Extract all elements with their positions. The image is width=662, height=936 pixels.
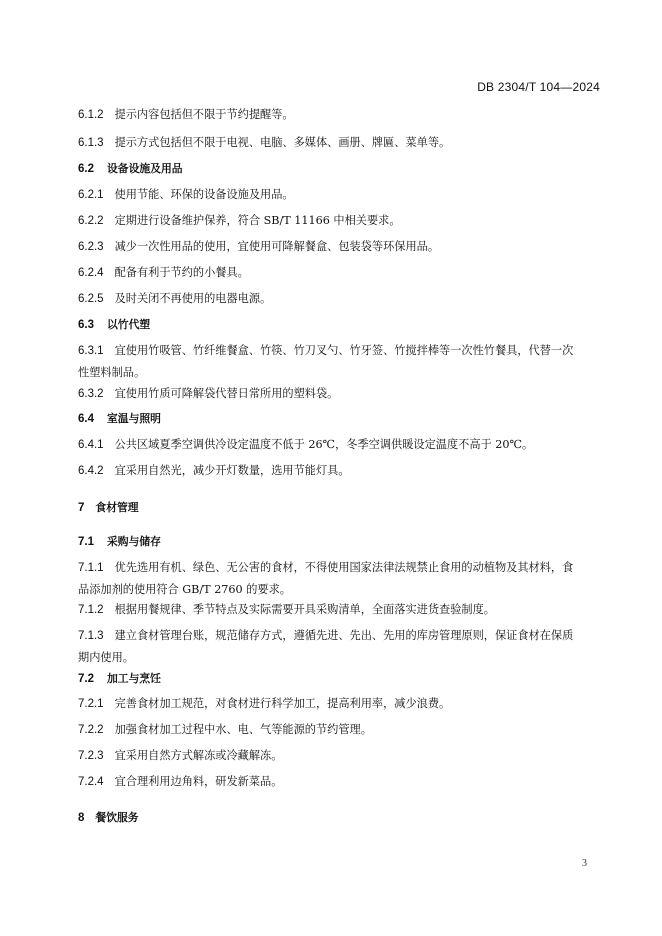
- clause-number: 7.2.3: [78, 750, 104, 762]
- clause-6-3-1: [78, 340, 604, 383]
- clause-number: 6.4.1: [78, 439, 104, 451]
- clause-text: 定期进行设备维护保养，符合 SB/T 11166 中相关要求。: [114, 214, 401, 227]
- clause-number: 6.1.2: [78, 109, 104, 121]
- heading-number: 7: [78, 502, 85, 514]
- heading-6-4: [78, 408, 604, 430]
- clause-7-1-3: [78, 625, 604, 668]
- clause-number: 6.2.3: [78, 241, 104, 253]
- heading-number: 6.3: [78, 319, 94, 331]
- heading-text: 餐饮服务: [95, 811, 139, 824]
- clause-number: 7.1.3: [78, 630, 104, 642]
- heading-7-2: [78, 668, 604, 690]
- clause-number: 6.3.2: [78, 388, 104, 400]
- clause-7-1-1: [78, 557, 604, 600]
- heading-text: 以竹代塑: [107, 318, 151, 331]
- clause-6-2-1: [78, 184, 604, 206]
- clause-text: 及时关闭不再使用的电器电源。: [114, 292, 272, 305]
- clause-text: 减少一次性用品的使用，宜使用可降解餐盒、包装袋等环保用品。: [114, 240, 440, 253]
- heading-text: 加工与烹饪: [107, 672, 161, 685]
- clause-6-2-3: [78, 236, 604, 258]
- clause-number: 7.2.1: [78, 698, 104, 710]
- clause-text: 使用节能、环保的设备设施及用品。: [114, 188, 294, 201]
- clause-7-2-1: [78, 693, 604, 715]
- heading-number: 7.2: [78, 673, 94, 685]
- clause-7-2-2: [78, 719, 604, 741]
- clause-text: 宜采用自然光，减少开灯数量，选用节能灯具。: [114, 464, 350, 477]
- clause-text: 提示方式包括但不限于电视、电脑、多媒体、画册、牌匾、菜单等。: [114, 136, 451, 149]
- clause-text: 建立食材管理台账，规范储存方式，遵循先进、先出、先用的库房管理原则，保证食材在保质: [114, 629, 574, 642]
- clause-text: 宜使用竹吸管、竹纤维餐盒、竹筷、竹刀叉勺、竹牙签、竹搅拌棒等一次性竹餐具，代替一次: [114, 344, 574, 357]
- heading-number: 6.4: [78, 413, 94, 425]
- clause-6-2-4: [78, 262, 604, 284]
- clause-6-2-2: [78, 210, 604, 232]
- heading-number: 6.2: [78, 163, 94, 175]
- clause-6-3-2: [78, 383, 604, 405]
- clause-number: 7.1.2: [78, 604, 104, 616]
- clause-text: 宜使用竹质可降解袋代替日常所用的塑料袋。: [114, 387, 339, 400]
- clause-text: 优先选用有机、绿色、无公害的食材，不得使用国家法律法规禁止食用的动植物及其材料，食: [114, 561, 574, 574]
- clause-number: 6.2.1: [78, 189, 104, 201]
- document-code: DB 2304/T 104—2024: [477, 80, 600, 94]
- clause-text: 宜采用自然方式解冻或冷藏解冻。: [114, 749, 283, 762]
- clause-text: 宜合理利用边角料，研发新菜品。: [114, 775, 283, 788]
- clause-number: 7.1.1: [78, 562, 104, 574]
- clause-7-2-4: [78, 771, 604, 793]
- clause-text-continued: 期内使用。: [78, 651, 134, 664]
- heading-number: 8: [78, 812, 85, 824]
- clause-text: 完善食材加工规范，对食材进行科学加工，提高利用率，减少浪费。: [114, 697, 451, 710]
- clause-number: 6.4.2: [78, 465, 104, 477]
- heading-text: 设备设施及用品: [107, 162, 183, 175]
- clause-6-4-2: [78, 460, 604, 482]
- page-number: 3: [582, 858, 587, 869]
- heading-7-1: [78, 531, 604, 553]
- clause-number: 6.2.4: [78, 267, 104, 279]
- clause-6-2-5: [78, 288, 604, 310]
- clause-text: 加强食材加工过程中水、电、气等能源的节约管理。: [114, 723, 372, 736]
- clause-number: 7.2.2: [78, 724, 104, 736]
- clause-7-1-2: [78, 599, 604, 621]
- clause-6-1-3: [78, 132, 604, 154]
- heading-8: [78, 807, 604, 829]
- clause-text: 根据用餐规律、季节特点及实际需要开具采购清单，全面落实进货查验制度。: [114, 603, 495, 616]
- clause-number: 7.2.4: [78, 776, 104, 788]
- clause-text-continued: 性塑料制品。: [78, 366, 146, 379]
- clause-6-4-1: [78, 434, 604, 456]
- clause-7-2-3: [78, 745, 604, 767]
- clause-number: 6.3.1: [78, 345, 104, 357]
- clause-text: 提示内容包括但不限于节约提醒等。: [114, 108, 294, 121]
- heading-number: 7.1: [78, 536, 94, 548]
- clause-text-continued: 品添加剂的使用符合 GB/T 2760 的要求。: [78, 583, 291, 596]
- heading-6-3: [78, 314, 604, 336]
- clause-number: 6.2.5: [78, 293, 104, 305]
- clause-number: 6.1.3: [78, 137, 104, 149]
- heading-7: [78, 497, 604, 519]
- clause-text: 公共区域夏季空调供冷设定温度不低于 26℃，冬季空调供暖设定温度不高于 20℃。: [114, 438, 534, 451]
- clause-6-1-2: [78, 104, 604, 126]
- heading-6-2: [78, 158, 604, 180]
- heading-text: 室温与照明: [107, 412, 161, 425]
- clause-number: 6.2.2: [78, 215, 104, 227]
- clause-text: 配备有利于节约的小餐具。: [114, 266, 249, 279]
- heading-text: 采购与储存: [107, 535, 161, 548]
- heading-text: 食材管理: [95, 501, 139, 514]
